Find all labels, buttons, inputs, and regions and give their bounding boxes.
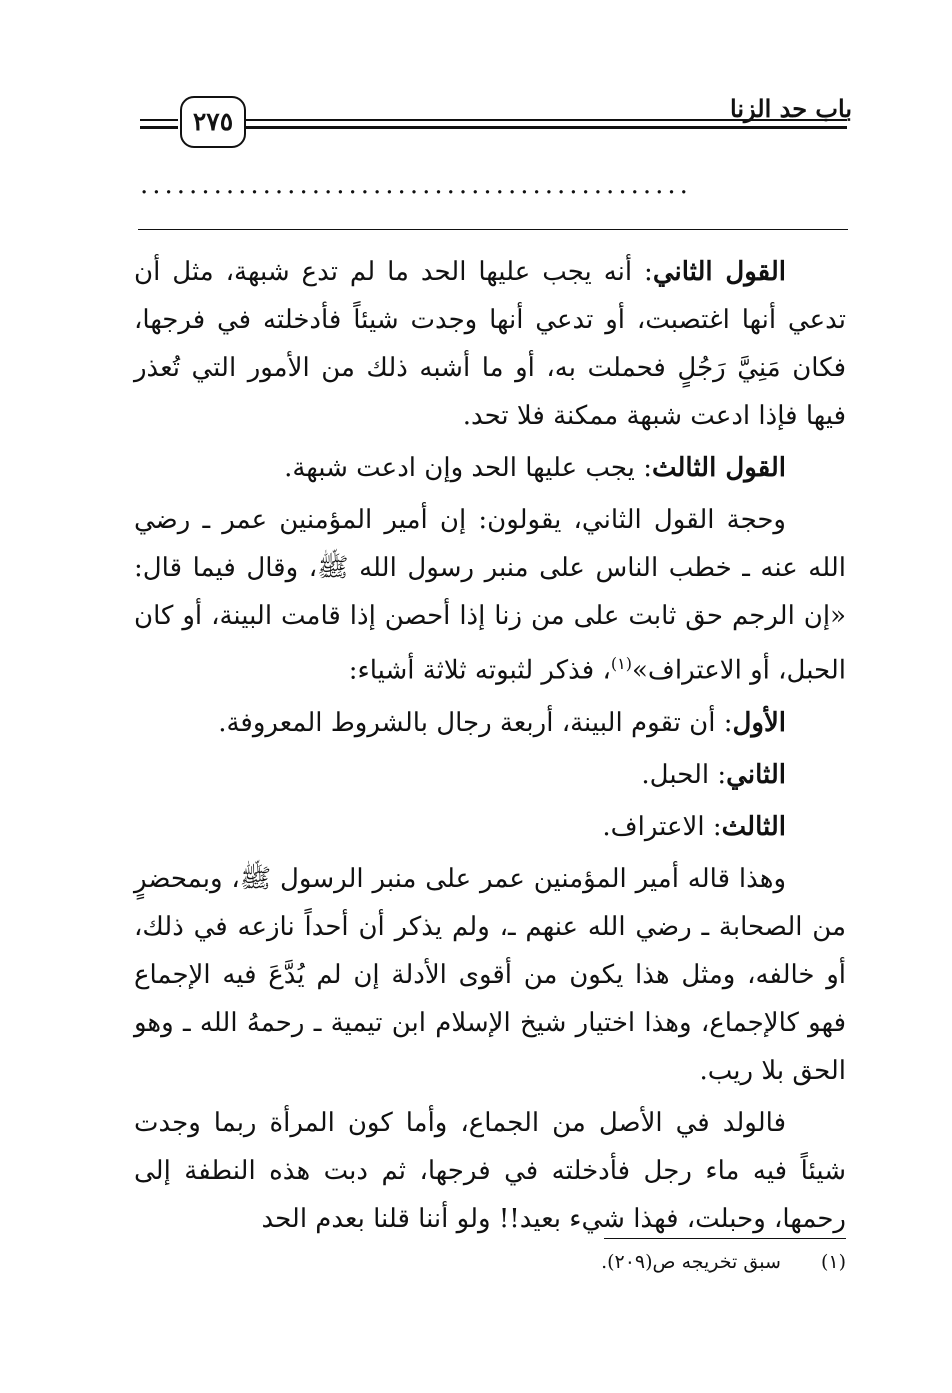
header-rule-right-thick [244, 126, 847, 129]
paragraph-label: الثاني [726, 759, 786, 790]
footnote-separator [604, 1238, 846, 1239]
dotted-line: ............................................. [140, 170, 692, 200]
paragraph-text: : أنه يجب عليها الحد ما لم تدع شبهة، مثل أن تدعي أنها اغتصبت، أو تدعي أنها وجدت شيئاً فأدخلته في فرجها، فكان مَنِيَّ رَجُلٍ فحملت به، أو ما أشبه ذلك من الأمور التي تُعذر فيها فإذا ادعت شبهة ممكنة فلا تحد. [134, 257, 846, 431]
paragraph-text: وهذا قاله أمير المؤمنين عمر على منبر الرسول ﷺ، وبمحضرٍ من الصحابة ـ رضي الله عنهم ـ، ولم يذكر أن أحداً نازعه في ذلك، أو خالفه، ومثل هذا يكون من أقوى الأدلة إن لم يُدَّعَ فيه الإجماع فهو كالإجماع، وهذا اختيار شيخ الإسلام ابن تيمية ـ رحمهُ الله ـ وهو الحق بلا ريب. [134, 863, 846, 1086]
paragraph [134, 444, 846, 492]
paragraph-text: : الاعتراف. [602, 811, 722, 842]
paragraph [134, 803, 846, 851]
paragraph-text: : الحبل. [641, 759, 727, 790]
page-number: ٢٧٥ [180, 96, 246, 148]
paragraph-text: وحجة القول الثاني، يقولون: إن أمير المؤمنين عمر ـ رضي الله عنه ـ خطب الناس على منبر رسول الله ﷺ، وقال فيما قال: «إن الرجم حق ثابت على من زنا إذا أحصن إذا قامت البينة، أو كان الحبل، أو الاعتراف» [134, 505, 846, 686]
paragraph-text-tail: ، فذكر لثبوته ثلاثة أشياء: [348, 655, 611, 686]
paragraph-text: : أن تقوم البينة، أربعة رجال بالشروط المعروفة. [218, 707, 733, 738]
header-rule-left-thick [140, 126, 178, 129]
paragraph [134, 1099, 846, 1243]
header-rule-left-thin [140, 119, 178, 121]
footnote [246, 1245, 846, 1279]
paragraph [134, 855, 846, 1095]
header-rule-right-thin [244, 119, 847, 121]
page-header [0, 0, 952, 160]
paragraph-label: القول الثالث [651, 453, 786, 483]
top-separator [138, 229, 848, 230]
paragraph-text: فالولد في الأصل من الجماع، وأما كون المرأة ربما وجدت شيئاً فيه ماء رجل فأدخلته في فرجها، ثم دبت هذه النطفة إلى رحمها، وحبلت، فهذا شيء بعيد!! ولو أننا قلنا بعدم الحد [134, 1107, 846, 1234]
body-text [134, 248, 846, 1247]
paragraph-label: الثالث [721, 811, 786, 842]
paragraph [134, 751, 846, 799]
chapter-title: باب حد الزنا [730, 94, 852, 123]
paragraph [134, 496, 846, 695]
paragraph [134, 248, 846, 440]
footnote-ref: (١) [610, 654, 632, 673]
paragraph-label: القول الثاني [652, 257, 786, 287]
footnote-number: (١) [820, 1251, 846, 1273]
footnote-text: سبق تخريجه ص(٢٠٩). [601, 1251, 781, 1273]
paragraph-text: : يجب عليها الحد وإن ادعت شبهة. [284, 453, 652, 483]
paragraph-label: الأول [732, 707, 786, 738]
paragraph [134, 699, 846, 747]
